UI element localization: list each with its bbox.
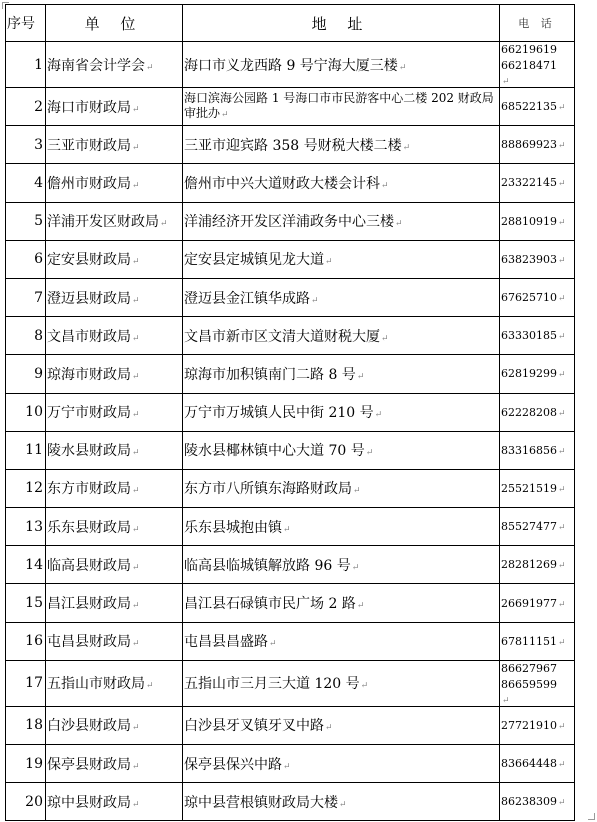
row-address — [183, 745, 500, 783]
row-unit — [46, 745, 183, 783]
row-unit — [46, 660, 183, 706]
unit-name: 乐东县财政局 — [47, 519, 131, 536]
row-unit — [46, 546, 183, 584]
paragraph-mark-icon: ↵ — [132, 486, 140, 497]
phone-number: 28810919 — [501, 214, 557, 228]
paragraph-mark-icon: ↵ — [360, 681, 369, 692]
address-text: 白沙县牙叉镇牙叉中路 — [184, 718, 324, 735]
table-body — [6, 42, 575, 821]
address-table — [5, 4, 575, 821]
paragraph-mark-icon: ↵ — [132, 257, 140, 268]
row-number: 14 — [6, 546, 46, 584]
paragraph-mark-icon: ↵ — [558, 599, 566, 610]
row-number: 17 — [6, 660, 46, 706]
paragraph-mark-icon: ↵ — [558, 760, 566, 771]
table-row — [6, 546, 575, 584]
unit-name: 东方市财政局 — [47, 481, 131, 498]
row-number: 7 — [6, 278, 46, 316]
row-phone — [500, 202, 575, 240]
paragraph-mark-icon: ↵ — [558, 561, 566, 572]
row-unit — [46, 317, 183, 355]
row-address — [183, 706, 500, 744]
phone-number: 66219619 — [501, 43, 557, 56]
phone-number: 63823903 — [501, 252, 557, 266]
paragraph-mark-icon: ↵ — [132, 799, 140, 810]
row-address — [183, 126, 500, 164]
unit-name: 海口市财政局 — [47, 99, 131, 116]
paragraph-mark-icon: ↵ — [558, 637, 566, 648]
table-row — [6, 706, 575, 744]
row-unit — [46, 393, 183, 431]
paragraph-mark-icon: ↵ — [558, 294, 566, 305]
unit-name: 海南省会计学会 — [47, 57, 145, 74]
address-text: 临高县临城镇解放路 96 号 — [184, 557, 351, 574]
row-address — [183, 355, 500, 393]
row-phone — [500, 126, 575, 164]
phone-number: 66218471 — [501, 59, 557, 72]
paragraph-mark-icon: ↵ — [558, 141, 566, 152]
row-number: 13 — [6, 508, 46, 546]
paragraph-mark-icon: ↵ — [502, 695, 510, 706]
row-phone — [500, 431, 575, 469]
paragraph-mark-icon: ↵ — [132, 562, 140, 573]
header-address: 地 址 — [183, 5, 500, 42]
phone-number: 28281269 — [501, 558, 557, 572]
paragraph-mark-icon: ↵ — [558, 484, 566, 495]
paragraph-mark-icon: ↵ — [132, 295, 140, 306]
row-unit — [46, 278, 183, 316]
address-text: 琼中县营根镇财政局大楼 — [184, 794, 338, 811]
paragraph-mark-icon: ↵ — [381, 180, 389, 191]
row-number: 2 — [6, 88, 46, 126]
table-row — [6, 783, 575, 821]
row-number: 15 — [6, 584, 46, 622]
row-phone — [500, 622, 575, 660]
row-address — [183, 660, 500, 706]
address-text: 屯昌县昌盛路 — [184, 634, 268, 651]
row-address — [183, 278, 500, 316]
address-text: 海口滨海公园路 1 号海口市市民游客中心二楼 202 财政局审批办 — [184, 90, 494, 120]
paragraph-mark-icon: ↵ — [356, 371, 365, 382]
row-number: 9 — [6, 355, 46, 393]
row-unit — [46, 469, 183, 507]
address-text: 东方市八所镇东海路财政局 — [184, 481, 352, 498]
paragraph-mark-icon: ↵ — [132, 639, 140, 650]
phone-number: 86238309 — [501, 795, 557, 809]
paragraph-mark-icon: ↵ — [353, 486, 361, 497]
phone-number: 26691977 — [501, 596, 557, 610]
paragraph-mark-icon: ↵ — [132, 333, 140, 344]
paragraph-mark-icon: ↵ — [351, 562, 360, 573]
row-phone — [500, 508, 575, 546]
paragraph-mark-icon: ↵ — [132, 761, 140, 772]
paragraph-mark-icon: ↵ — [132, 371, 140, 382]
row-unit — [46, 164, 183, 202]
paragraph-mark-icon: ↵ — [269, 639, 277, 650]
row-address — [183, 202, 500, 240]
phone-number: 83316856 — [501, 443, 557, 457]
row-number: 16 — [6, 622, 46, 660]
phone-number: 68522135 — [501, 100, 557, 114]
paragraph-mark-icon: ↵ — [132, 180, 140, 191]
row-number: 5 — [6, 202, 46, 240]
paragraph-mark-icon: ↵ — [132, 448, 140, 459]
unit-name: 文昌市财政局 — [47, 328, 131, 345]
row-address — [183, 508, 500, 546]
unit-name: 白沙县财政局 — [47, 718, 131, 735]
paragraph-mark-icon: ↵ — [356, 601, 365, 612]
paragraph-mark-icon: ↵ — [558, 721, 566, 732]
unit-name: 昌江县财政局 — [47, 596, 131, 613]
row-number: 3 — [6, 126, 46, 164]
row-address — [183, 546, 500, 584]
table-row — [6, 164, 575, 202]
phone-number: 23322145 — [501, 176, 557, 190]
table-row — [6, 42, 575, 88]
row-number: 6 — [6, 240, 46, 278]
paragraph-mark-icon: ↵ — [558, 798, 566, 809]
row-address — [183, 783, 500, 821]
unit-name: 屯昌县财政局 — [47, 634, 131, 651]
paragraph-mark-icon: ↵ — [558, 523, 566, 534]
unit-name: 琼中县财政局 — [47, 794, 131, 811]
row-number: 4 — [6, 164, 46, 202]
address-text: 琼海市加积镇南门二路 8 号 — [184, 366, 356, 383]
phone-number: 88869923 — [501, 138, 557, 152]
paragraph-mark-icon: ↵ — [402, 142, 411, 153]
paragraph-mark-icon: ↵ — [365, 448, 374, 459]
address-text: 五指山市三月三大道 120 号 — [184, 676, 360, 693]
row-phone — [500, 706, 575, 744]
phone-number: 62228208 — [501, 405, 557, 419]
row-number: 19 — [6, 745, 46, 783]
table-row — [6, 622, 575, 660]
row-unit — [46, 202, 183, 240]
row-phone — [500, 240, 575, 278]
address-text: 三亚市迎宾路 358 号财税大楼二楼 — [184, 137, 402, 154]
row-unit — [46, 508, 183, 546]
table-row — [6, 660, 575, 706]
row-phone — [500, 317, 575, 355]
row-address — [183, 469, 500, 507]
paragraph-mark-icon: ↵ — [398, 62, 407, 73]
table-row — [6, 317, 575, 355]
row-unit — [46, 126, 183, 164]
row-unit — [46, 584, 183, 622]
paragraph-mark-icon: ↵ — [558, 255, 566, 266]
address-text: 定安县定城镇见龙大道 — [184, 252, 324, 269]
phone-number: 25521519 — [501, 481, 557, 495]
row-address — [183, 584, 500, 622]
address-text: 洋浦经济开发区洋浦政务中心三楼 — [184, 214, 394, 231]
row-phone — [500, 164, 575, 202]
paragraph-mark-icon: ↵ — [283, 761, 291, 772]
paragraph-mark-icon: ↵ — [146, 681, 154, 692]
table-header-row — [6, 5, 575, 42]
paragraph-mark-icon: ↵ — [132, 723, 140, 734]
row-unit — [46, 88, 183, 126]
address-text: 乐东县城抱由镇 — [184, 519, 282, 536]
unit-name: 临高县财政局 — [47, 557, 131, 574]
paragraph-mark-icon: ↵ — [558, 103, 566, 114]
table-row — [6, 202, 575, 240]
paragraph-mark-icon: ↵ — [502, 77, 510, 87]
paragraph-mark-icon: ↵ — [558, 446, 566, 457]
paragraph-mark-icon: ↵ — [132, 524, 140, 535]
paragraph-mark-icon: ↵ — [558, 217, 566, 228]
table-row — [6, 126, 575, 164]
row-number: 10 — [6, 393, 46, 431]
address-text: 昌江县石碌镇市民广场 2 路 — [184, 596, 356, 613]
row-unit — [46, 783, 183, 821]
paragraph-mark-icon: ↵ — [311, 295, 319, 306]
table-row — [6, 88, 575, 126]
row-address — [183, 42, 500, 88]
paragraph-mark-icon: ↵ — [160, 219, 168, 230]
header-unit: 单 位 — [46, 5, 183, 42]
row-address — [183, 431, 500, 469]
row-address — [183, 88, 500, 126]
row-phone — [500, 278, 575, 316]
paragraph-mark-icon: ↵ — [325, 257, 333, 268]
row-address — [183, 240, 500, 278]
row-number: 1 — [6, 42, 46, 88]
row-number: 20 — [6, 783, 46, 821]
phone-number: 85527477 — [501, 520, 557, 534]
row-phone — [500, 546, 575, 584]
phone-number: 67625710 — [501, 291, 557, 305]
phone-number: 83664448 — [501, 757, 557, 771]
table-row — [6, 393, 575, 431]
address-text: 海口市义龙西路 9 号宁海大厦三楼 — [184, 57, 398, 74]
address-text: 万宁市万城镇人民中街 210 号 — [184, 405, 374, 422]
address-text: 儋州市中兴大道财政大楼会计科 — [184, 175, 380, 192]
paragraph-mark-icon: ↵ — [132, 410, 140, 421]
phone-number: 86659599 — [501, 677, 557, 691]
paragraph-mark-icon: ↵ — [132, 104, 140, 115]
paragraph-mark-icon: ↵ — [325, 723, 333, 734]
phone-number: 62819299 — [501, 367, 557, 381]
address-text: 陵水县椰林镇中心大道 70 号 — [184, 443, 365, 460]
unit-name: 五指山市财政局 — [47, 676, 145, 693]
row-unit — [46, 42, 183, 88]
row-phone — [500, 355, 575, 393]
row-number: 8 — [6, 317, 46, 355]
row-phone — [500, 660, 575, 706]
row-unit — [46, 240, 183, 278]
table-row — [6, 508, 575, 546]
row-address — [183, 622, 500, 660]
paragraph-mark-icon: ↵ — [558, 370, 566, 381]
unit-name: 万宁市财政局 — [47, 405, 131, 422]
table-row — [6, 278, 575, 316]
table-row — [6, 355, 575, 393]
unit-name: 定安县财政局 — [47, 252, 131, 269]
row-phone — [500, 584, 575, 622]
phone-number: 67811151 — [501, 634, 557, 648]
row-unit — [46, 355, 183, 393]
paragraph-mark-icon: ↵ — [558, 179, 566, 190]
table-row — [6, 469, 575, 507]
phone-number: 63330185 — [501, 329, 557, 343]
paragraph-mark-icon: ↵ — [221, 109, 229, 120]
paragraph-mark-icon: ↵ — [146, 62, 154, 73]
row-unit — [46, 706, 183, 744]
table-row — [6, 745, 575, 783]
header-phone: 电 话 — [500, 5, 575, 42]
row-phone — [500, 42, 575, 88]
phone-number: 86627967 — [501, 661, 557, 675]
row-address — [183, 393, 500, 431]
unit-name: 洋浦开发区财政局 — [47, 214, 159, 231]
row-address — [183, 164, 500, 202]
unit-name: 三亚市财政局 — [47, 137, 131, 154]
header-no: 序号 — [6, 5, 46, 42]
row-phone — [500, 783, 575, 821]
unit-name: 琼海市财政局 — [47, 366, 131, 383]
unit-name: 澄迈县财政局 — [47, 290, 131, 307]
row-unit — [46, 431, 183, 469]
table-row — [6, 240, 575, 278]
paragraph-mark-icon: ↵ — [374, 410, 383, 421]
paragraph-mark-icon: ↵ — [339, 799, 347, 810]
unit-name: 儋州市财政局 — [47, 175, 131, 192]
row-phone — [500, 88, 575, 126]
row-unit — [46, 622, 183, 660]
table-row — [6, 584, 575, 622]
paragraph-mark-icon: ↵ — [558, 332, 566, 343]
paragraph-mark-icon: ↵ — [395, 219, 403, 230]
address-text: 澄迈县金江镇华成路 — [184, 290, 310, 307]
row-address — [183, 317, 500, 355]
row-phone — [500, 469, 575, 507]
paragraph-mark-icon: ↵ — [558, 408, 566, 419]
row-phone — [500, 393, 575, 431]
paragraph-mark-icon: ↵ — [132, 601, 140, 612]
unit-name: 保亭县财政局 — [47, 756, 131, 773]
paragraph-mark-icon: ↵ — [132, 142, 140, 153]
row-number: 12 — [6, 469, 46, 507]
row-number: 11 — [6, 431, 46, 469]
row-number: 18 — [6, 706, 46, 744]
row-phone — [500, 745, 575, 783]
paragraph-mark-icon: ↵ — [283, 524, 291, 535]
paragraph-mark-icon: ↵ — [381, 333, 389, 344]
address-text: 文昌市新市区文清大道财税大厦 — [184, 328, 380, 345]
phone-number: 27721910 — [501, 718, 557, 732]
page-corner-mark-bottom — [588, 813, 595, 820]
address-text: 保亭县保兴中路 — [184, 756, 282, 773]
table-row — [6, 431, 575, 469]
unit-name: 陵水县财政局 — [47, 443, 131, 460]
